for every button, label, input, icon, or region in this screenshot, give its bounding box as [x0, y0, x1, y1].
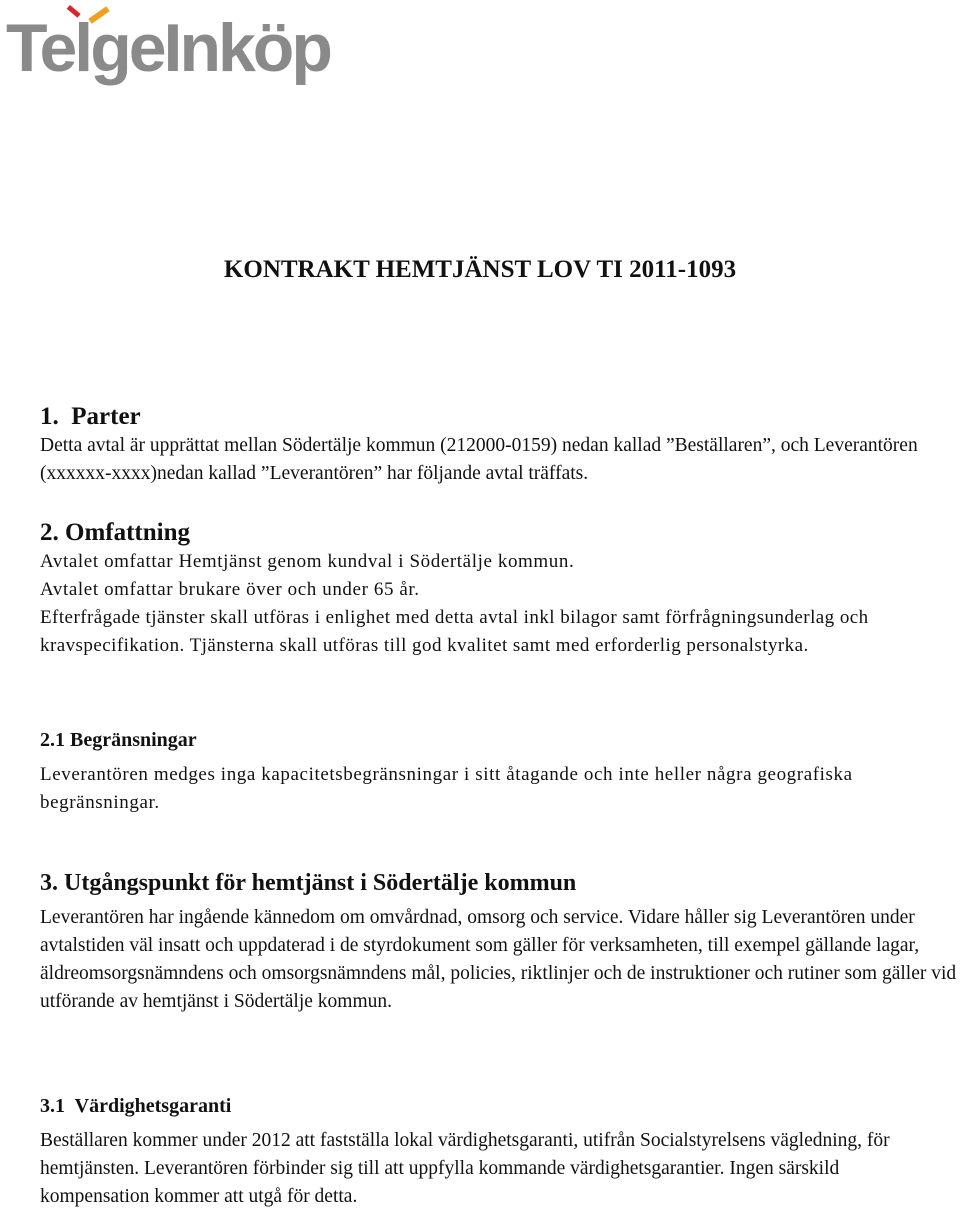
section-heading: Parter	[71, 403, 141, 430]
document-title: KONTRAKT HEMTJÄNST LOV TI 2011-1093	[223, 256, 737, 283]
section-begransningar	[40, 727, 958, 817]
section-number: 3.1	[40, 1095, 65, 1117]
section-utgangspunkt	[40, 868, 958, 1016]
section-omfattning	[40, 518, 958, 660]
section-parter	[40, 402, 958, 488]
section-paragraph: Beställaren kommer under 2012 att fastställa lokal värdighetsgaranti, utifrån Socialstyrelsens vägledning, för hemtjänsten. Leverantören förbinder sig till att uppfylla kommande värdighetsgarantier. Ingen särskild kompensation kommer att utgå för detta.	[40, 1130, 890, 1207]
section-paragraph: Efterfrågade tjänster skall utföras i enlighet med detta avtal inkl bilagor samt förfrågningsunderlag och kravspecifikation. Tjänsterna skall utföras till god kvalitet samt med erforderlig personalstyrka.	[40, 607, 869, 656]
section-number: 3.	[40, 870, 58, 896]
section-vardighetsgaranti	[40, 1093, 958, 1211]
section-paragraph: Avtalet omfattar brukare över och under 65 år.	[40, 579, 420, 600]
section-paragraph: Avtalet omfattar Hemtjänst genom kundval i Södertälje kommun.	[40, 551, 575, 572]
section-heading: Begränsningar	[70, 729, 197, 751]
telge-inkop-logo	[4, 0, 330, 100]
logo-wordmark: TelgeInköp	[6, 10, 330, 86]
section-paragraph: Leverantören medges inga kapacitetsbegränsningar i sitt åtagande och inte heller några geografiska begränsningar.	[40, 764, 853, 813]
section-heading: Utgångspunkt för hemtjänst i Södertälje kommun	[64, 870, 577, 896]
section-number: 2.	[40, 519, 59, 546]
section-heading: Omfattning	[65, 519, 190, 546]
section-number: 2.1	[40, 729, 65, 751]
section-number: 1.	[40, 403, 59, 430]
section-paragraph: Detta avtal är upprättat mellan Södertälje kommun (212000-0159) nedan kallad ”Beställaren”, och Leverantören (xxxxxx-xxxx)nedan kallad ”Leverantören” har följande avtal träffats.	[40, 435, 918, 484]
section-heading: Värdighetsgaranti	[74, 1095, 232, 1117]
section-paragraph: Leverantören har ingående kännedom om omvårdnad, omsorg och service. Vidare håller sig Leverantören under avtalstiden väl insatt och uppdaterad i de styrdokument som gäller för verksamheten, till exempel gällande lagar, äldreomsorgsnämndens och omsorgsnämndens mål, policies, riktlinjer och de instruktioner och rutiner som gäller vid utförande av hemtjänst i Södertälje kommun.	[40, 907, 957, 1012]
